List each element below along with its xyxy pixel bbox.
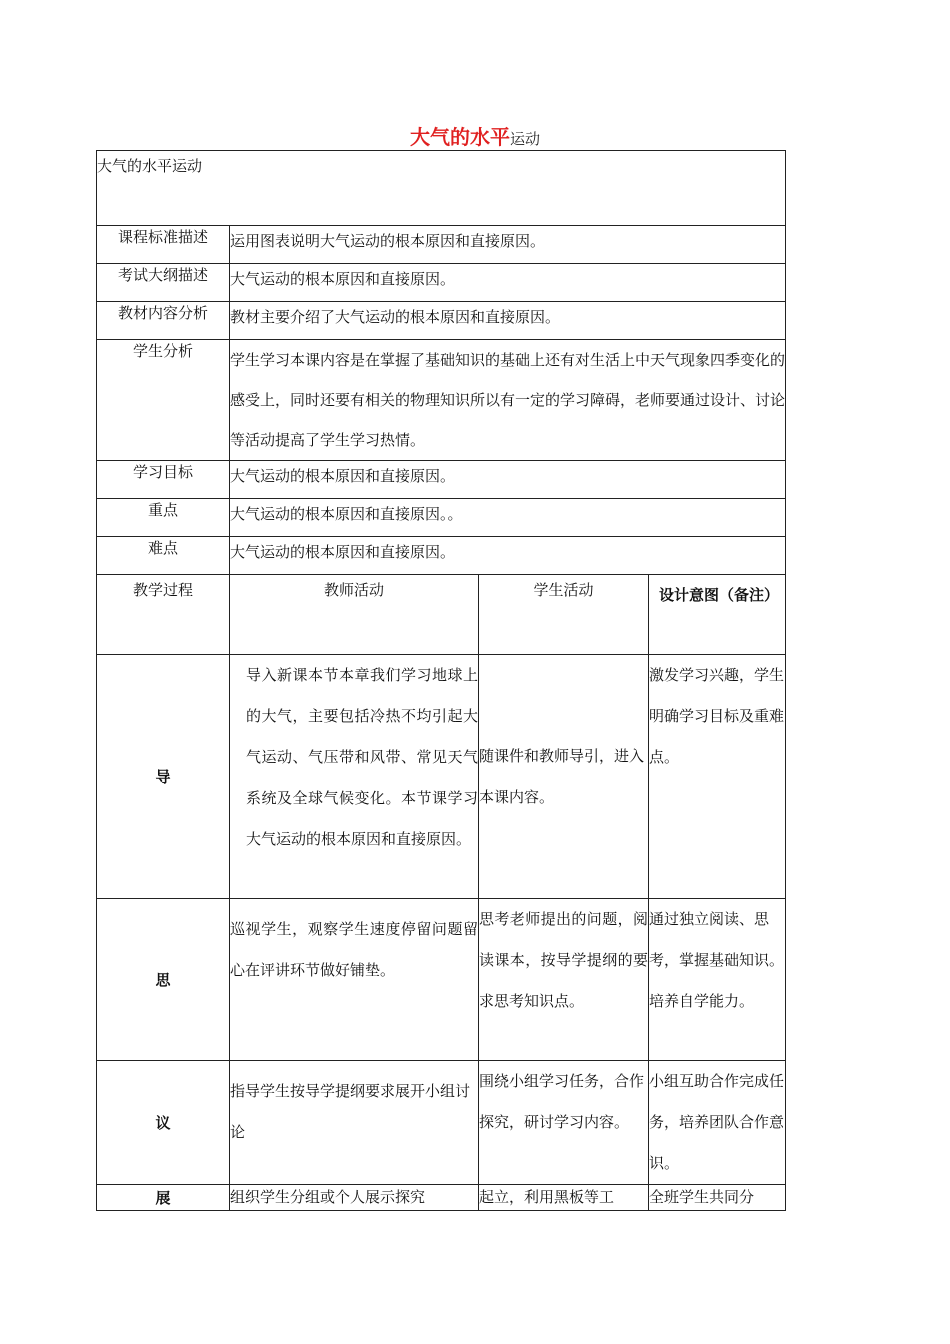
student-activity: 随课件和教师导引，进入本课内容。 (479, 655, 649, 899)
lesson-name-cell: 大气的水平运动 (97, 151, 786, 226)
info-text: 运用图表说明大气运动的根本原因和直接原因。 (230, 226, 786, 264)
student-activity: 起立，利用黑板等工 (479, 1185, 649, 1211)
info-label: 课程标准描述 (97, 226, 230, 264)
process-col-stage: 教学过程 (97, 575, 230, 655)
teacher-activity: 导入新课本节本章我们学习地球上的大气，主要包括冷热不均引起大气运动、气压带和风带、常见天气系统及全球气候变化。本节课学习大气运动的根本原因和直接原因。 (230, 655, 479, 899)
info-label: 难点 (97, 537, 230, 575)
stage-label: 导 (97, 655, 230, 899)
info-row (97, 226, 786, 264)
info-text: 大气运动的根本原因和直接原因。 (230, 461, 786, 499)
info-label: 学生分析 (97, 340, 230, 461)
process-header-row (97, 575, 786, 655)
student-activity: 思考老师提出的问题，阅读课本，按导学提纲的要求思考知识点。 (479, 899, 649, 1061)
process-col-teacher: 教师活动 (230, 575, 479, 655)
teacher-activity: 巡视学生，观察学生速度停留问题留心在评讲环节做好铺垫。 (230, 899, 479, 1061)
info-label: 教材内容分析 (97, 302, 230, 340)
stage-label: 展 (97, 1185, 230, 1211)
teacher-activity: 组织学生分组或个人展示探究 (230, 1185, 479, 1211)
info-text: 大气运动的根本原因和直接原因。 (230, 537, 786, 575)
lesson-plan-table (96, 150, 786, 1211)
process-col-intent: 设计意图（备注） (649, 575, 786, 655)
info-label: 学习目标 (97, 461, 230, 499)
process-row (97, 1061, 786, 1185)
design-intent: 小组互助合作完成任务，培养团队合作意识。 (649, 1061, 786, 1185)
info-label: 考试大纲描述 (97, 264, 230, 302)
info-text: 大气运动的根本原因和直接原因。。 (230, 499, 786, 537)
teacher-activity: 指导学生按导学提纲要求展开小组讨论 (230, 1061, 479, 1185)
process-row (97, 1185, 786, 1211)
info-text: 大气运动的根本原因和直接原因。 (230, 264, 786, 302)
process-col-student: 学生活动 (479, 575, 649, 655)
stage-label: 议 (97, 1061, 230, 1185)
page-title (0, 124, 950, 152)
info-text: 学生学习本课内容是在掌握了基础知识的基础上还有对生活上中天气现象四季变化的感受上，同时还要有相关的物理知识所以有一定的学习障碍，老师要通过设计、讨论等活动提高了学生学习热情。 (230, 340, 786, 461)
info-row (97, 537, 786, 575)
title-suffix: 运动 (509, 130, 540, 148)
design-intent: 通过独立阅读、思考，掌握基础知识。培养自学能力。 (649, 899, 786, 1061)
info-label: 重点 (97, 499, 230, 537)
student-activity: 围绕小组学习任务，合作探究，研讨学习内容。 (479, 1061, 649, 1185)
stage-label: 思 (97, 899, 230, 1061)
header-row (97, 151, 786, 226)
title-main: 大气的水平 (409, 125, 510, 149)
design-intent: 全班学生共同分 (649, 1185, 786, 1211)
process-row (97, 655, 786, 899)
info-row (97, 499, 786, 537)
process-row (97, 899, 786, 1061)
info-text: 教材主要介绍了大气运动的根本原因和直接原因。 (230, 302, 786, 340)
info-row (97, 302, 786, 340)
info-row (97, 340, 786, 461)
design-intent: 激发学习兴趣，学生明确学习目标及重难点。 (649, 655, 786, 899)
info-row (97, 461, 786, 499)
info-row (97, 264, 786, 302)
